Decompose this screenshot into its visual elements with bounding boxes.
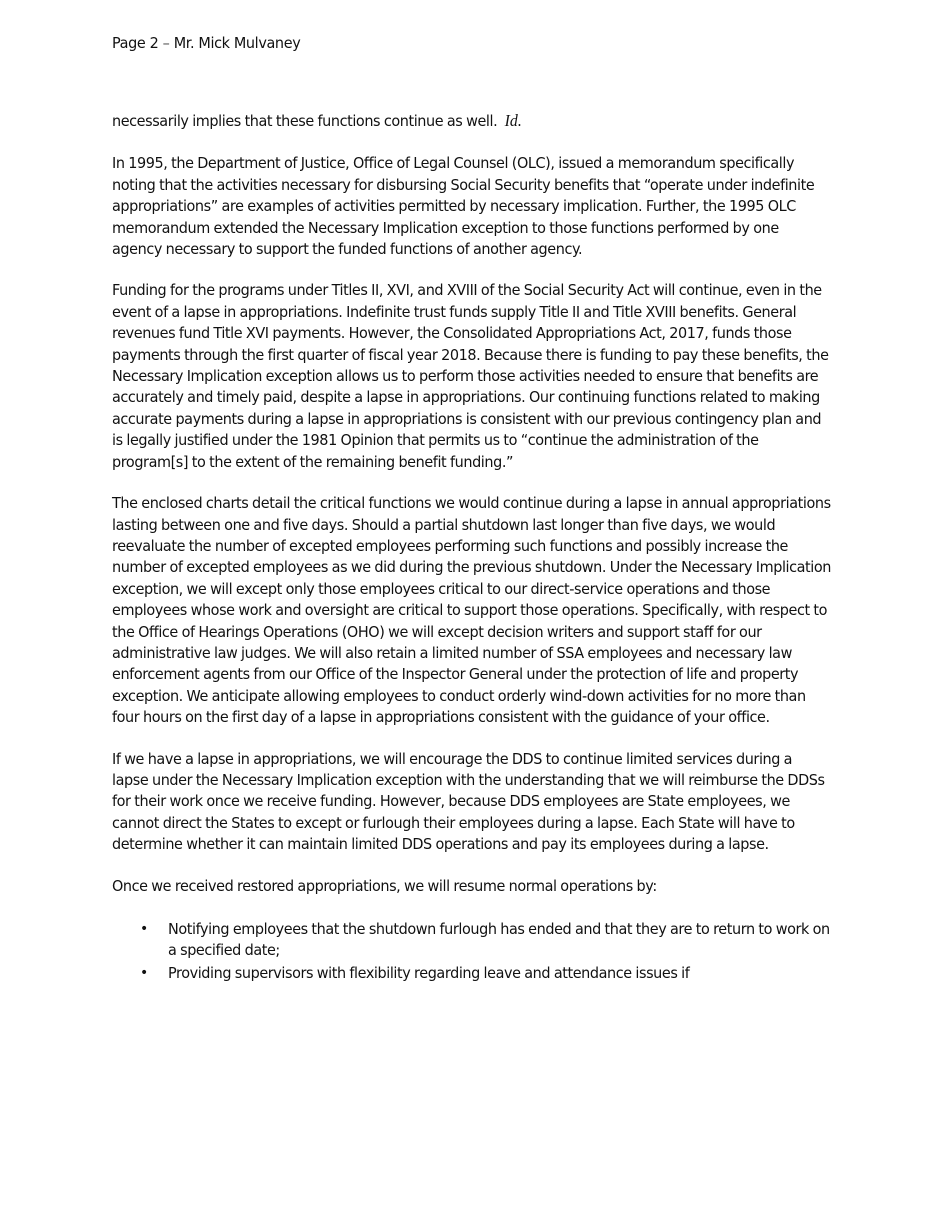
paragraph-funding: Funding for the programs under Titles II, XVI, and XVIII of the Social Security Act will continue, even in the event of a lapse in appropriations. Indefinite trust funds supply Title II and Title XVIII benefits. General revenues fund Title XVI payments. However, the Consolidated Appropriations Act, 2017, funds those payments through the first quarter of fiscal year 2018. Because there is funding to pay these benefits, the Necessary Implication exception allows us to perform those activities needed to ensure that benefits are accurately and timely paid, despite a lapse in appropriations. Our continuing functions related to making accurate payments during a lapse in appropriations is consistent with our previous contingency plan and is legally justified under the 1981 Opinion that permits us to “continue the administration of the program[s] to the extent of the remaining benefit funding.” [112, 281, 829, 471]
list-item-text: Providing supervisors with flexibility regarding leave and attendance issues if [168, 963, 690, 982]
paragraph-1 [112, 110, 832, 132]
bullet-icon: • [140, 964, 148, 981]
recipient-name: Mr. Mick Mulvaney [173, 34, 301, 52]
paragraph-dds: If we have a lapse in appropriations, we will encourage the DDS to continue limited services during a lapse under the Necessary Implication exception with the understanding that we will reimburse the DDSs for their work once we receive funding. However, because DDS employees are State employees, we cannot direct the States to except or furlough their employees during a lapse. Each State will have to determine whether it can maintain limited DDS operations and pay its employees during a lapse. [112, 749, 825, 854]
citation-id: Id. [504, 111, 522, 130]
list-item-text: Notifying employees that the shutdown furlough has ended and that they are to return to work on a specified date; [168, 920, 830, 960]
paragraph-critical-functions: The enclosed charts detail the critical functions we would continue during a lapse in annual appropriations lasting between one and five days. Should a partial shutdown last longer than five days, we would reevaluate the number of excepted employees performing such functions and possibly increase the number of excepted employees as we did during the previous shutdown. Under the Necessary Implication exception, we will except only those employees critical to our direct-service operations and those employees whose work and oversight are critical to support those operations. Specifically, with respect to the Office of Hearings Operations (OHO) we will except decision writers and support staff for our administrative law judges. We will also retain a limited number of SSA employees and necessary law enforcement agents from our Office of the Inspector General under the protection of life and property exception. We anticipate allowing employees to conduct orderly wind-down activities for no more than four hours on the first day of a lapse in appropriations consistent with the guidance of your office. [112, 494, 832, 727]
bullet-icon: • [140, 921, 148, 937]
page-number: Page 2 [112, 34, 159, 52]
paragraph-olc-memorandum: In 1995, the Department of Justice, Office of Legal Counsel (OLC), issued a memorandum specifically noting that the activities necessary for disbursing Social Security benefits that “operate under indefinite appropriations” are examples of activities permitted by necessary implication. Further, the 1995 OLC memorandum extended the Necessary Implication exception to those functions performed by one agency necessary to support the funded functions of another agency. [112, 154, 815, 259]
page-header [112, 32, 782, 54]
list-item [112, 963, 832, 984]
paragraph-resume-operations: Once we received restored appropriations, we will resume normal operations by: [112, 876, 657, 895]
paragraph-1-text: necessarily implies that these functions continue as well. [112, 112, 498, 130]
header-separator: – [162, 34, 170, 52]
list-item [112, 919, 832, 962]
document-page [112, 32, 832, 985]
resume-steps-list [112, 919, 832, 984]
